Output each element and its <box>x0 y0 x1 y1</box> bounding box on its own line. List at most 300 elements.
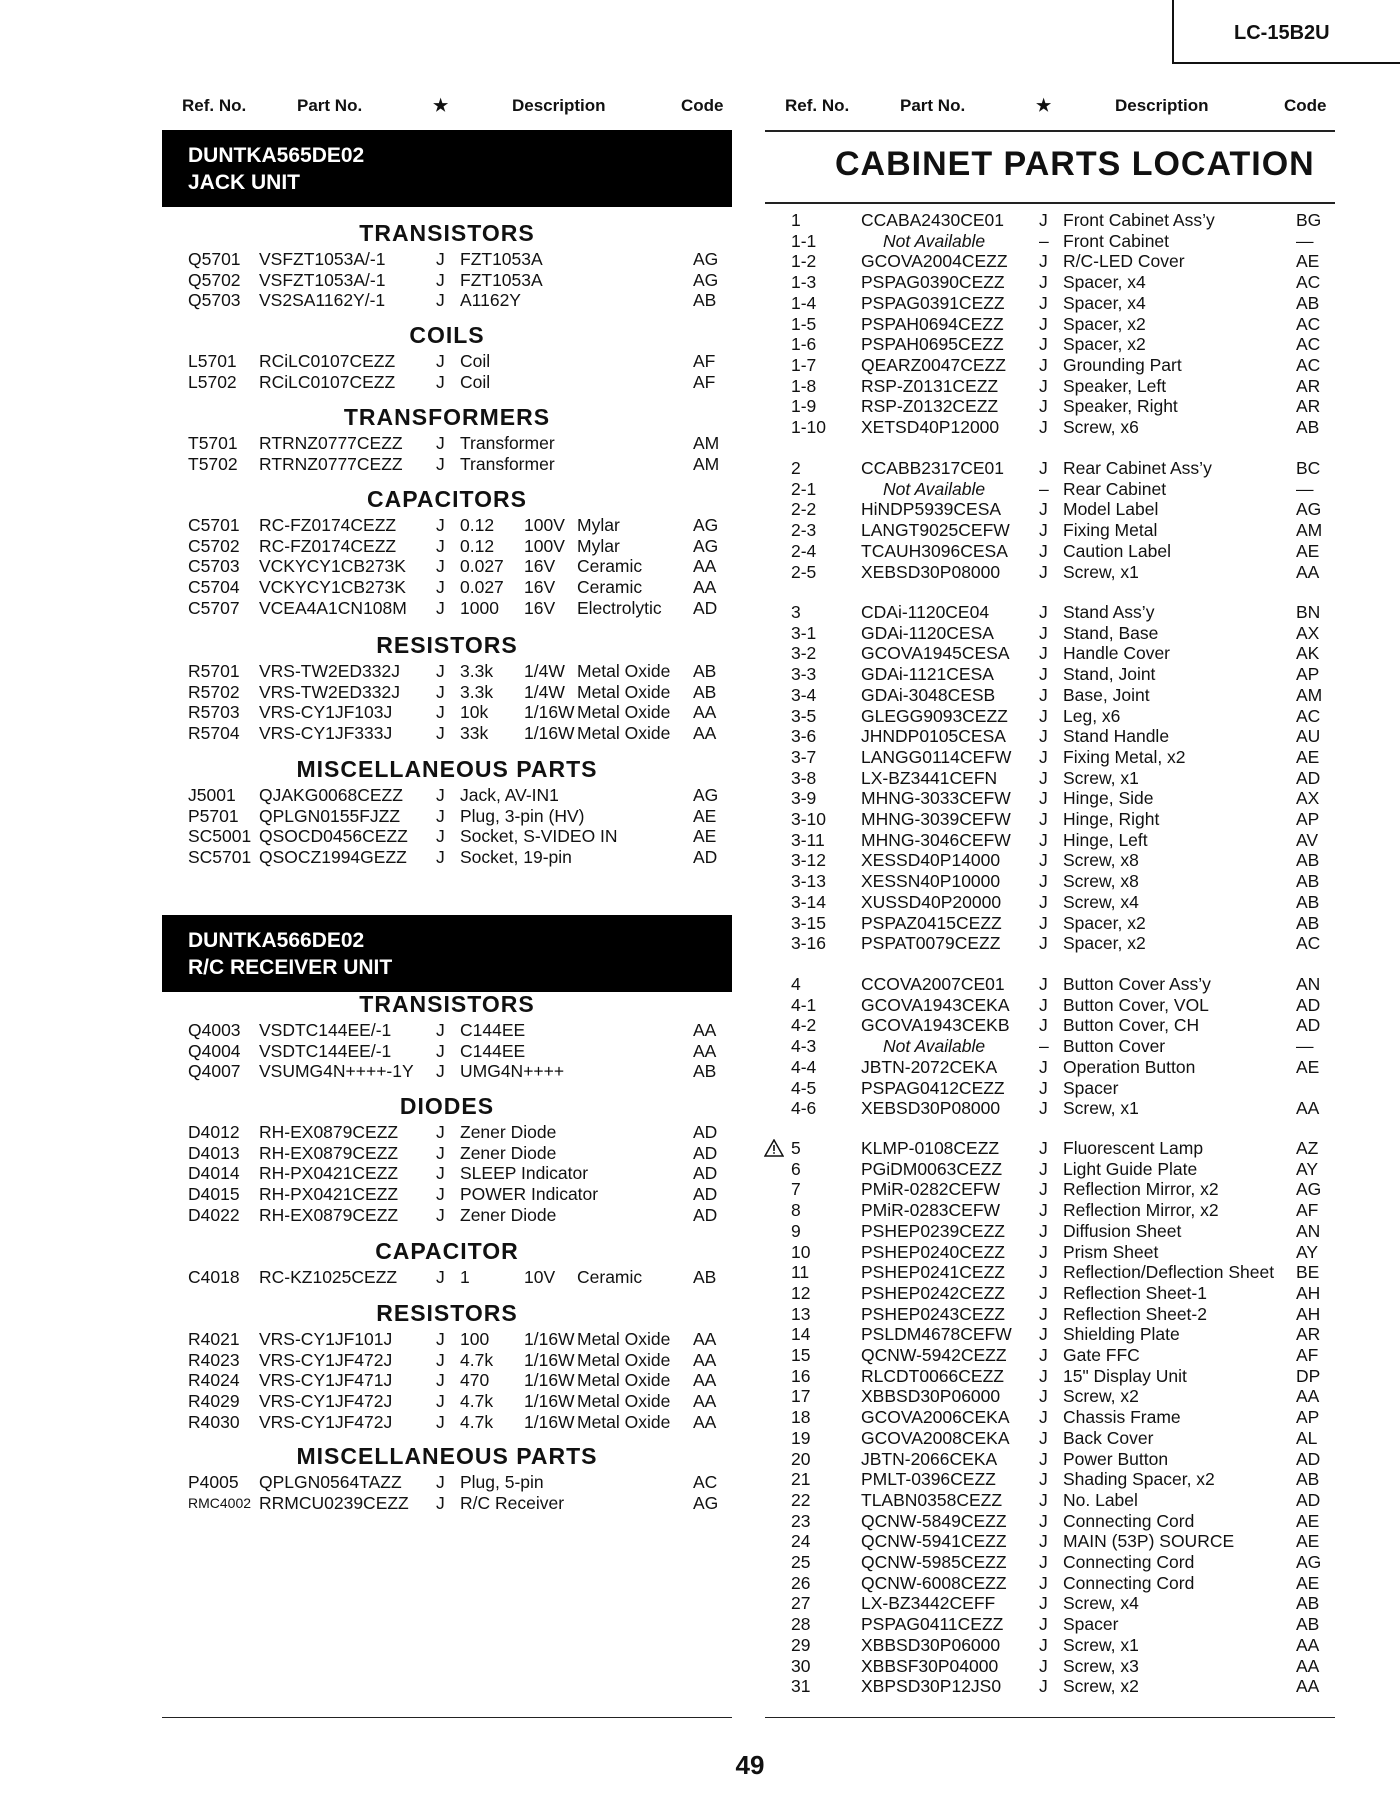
cell-j-mark: J <box>1039 1572 1048 1593</box>
cell-code: AG <box>693 785 719 805</box>
cell-ref: 2-2 <box>791 499 817 520</box>
cell-desc: Button Cover <box>1063 1036 1166 1057</box>
cell-desc: Spacer, x2 <box>1063 933 1146 954</box>
cell-ref: Q4003 <box>188 1020 241 1040</box>
cell-ref: 1-5 <box>791 313 817 334</box>
cell-part: PSHEP0243CEZZ <box>861 1303 1005 1324</box>
page-number: 49 <box>735 1750 765 1780</box>
cell-ref: 3-13 <box>791 871 827 892</box>
cell-j-mark: J <box>436 1142 445 1163</box>
cell-part: CCABB2317CE01 <box>861 458 1004 478</box>
cell-part: VSFZT1053A/-1 <box>259 249 386 269</box>
cell-desc: 3.3k <box>460 661 494 681</box>
cell-ref: 15 <box>791 1345 811 1365</box>
cell-j-mark: J <box>1039 354 1048 375</box>
cell-ref: 3-12 <box>791 850 827 871</box>
cell-part: GCOVA1945CESA <box>861 643 1010 664</box>
cell-desc: 10k <box>460 702 489 723</box>
cell-part: PSPAZ0415CEZZ <box>861 912 1002 933</box>
cell-ref: 4-3 <box>791 1036 817 1057</box>
cell-desc: Leg, x6 <box>1063 705 1121 726</box>
cell-ref: 23 <box>791 1510 811 1531</box>
cell-ref: 24 <box>791 1531 811 1552</box>
cell-part: LANGG0114CEFW <box>861 746 1012 767</box>
cell-ref: 1 <box>791 210 801 230</box>
cabinet-row <box>0 1159 1400 1180</box>
cell-j-mark: J <box>436 805 445 826</box>
cell-value: 1/16W <box>524 1329 575 1349</box>
cabinet-row <box>0 706 1400 727</box>
cell-part: XBBSD30P06000 <box>861 1386 1001 1407</box>
cell-desc: Grounding Part <box>1063 354 1182 375</box>
cell-part: PSHEP0241CEZZ <box>861 1262 1005 1283</box>
cell-code: AC <box>1296 354 1321 375</box>
cell-desc: Rear Cabinet <box>1063 478 1167 499</box>
unit1-name: JACK UNIT <box>188 171 301 194</box>
unit1-code: DUNTKA565DE02 <box>188 144 365 167</box>
cabinet-row <box>0 1573 1400 1594</box>
cabinet-row <box>0 809 1400 830</box>
cell-code: AZ <box>1296 1138 1319 1158</box>
cell-j-mark: J <box>1039 1614 1048 1635</box>
cell-part: MHNG-3039CEFW <box>861 809 1011 829</box>
cabinet-row <box>0 685 1400 706</box>
cell-ref: 3-14 <box>791 891 827 912</box>
cell-j-mark: J <box>1039 417 1048 437</box>
cell-ref: 11 <box>791 1262 810 1283</box>
cell-code: AV <box>1296 829 1319 850</box>
cell-part: GDAi-1120CESA <box>861 622 994 643</box>
cell-j-mark: J <box>436 1472 445 1492</box>
cell-ref: 1-2 <box>791 251 817 272</box>
cell-code: BC <box>1296 458 1321 478</box>
cell-part: GLEGG9093CEZZ <box>861 705 1008 726</box>
cabinet-row <box>0 1656 1400 1677</box>
cell-j-mark: J <box>1039 891 1048 912</box>
cell-desc: No. Label <box>1063 1489 1138 1510</box>
cell-ref: 1-7 <box>791 354 817 375</box>
cell-desc: Connecting Cord <box>1063 1552 1195 1572</box>
cell-part: VCKYCY1CB273K <box>259 556 406 577</box>
cell-code: AB <box>1296 417 1320 437</box>
cell-desc: Power Button <box>1063 1448 1169 1469</box>
cell-part: QSOCZ1994GEZZ <box>259 847 407 868</box>
cell-desc: 4.7k <box>460 1349 494 1370</box>
cell-ref: 19 <box>791 1427 811 1448</box>
cabinet-row <box>0 1428 1400 1449</box>
cell-part: PSPAH0694CEZZ <box>861 313 1004 334</box>
cell-part: VSDTC144EE/-1 <box>259 1020 392 1040</box>
cell-desc: Spacer <box>1063 1077 1119 1098</box>
cell-code: AC <box>1296 272 1321 293</box>
cabinet-row <box>0 1676 1400 1697</box>
cell-desc: Spacer, x4 <box>1063 272 1146 293</box>
cell-part: JBTN-2072CEKA <box>861 1056 998 1077</box>
cabinet-row <box>0 499 1400 520</box>
cell-code: AA <box>693 1040 717 1061</box>
cell-j-mark: J <box>436 1267 445 1287</box>
cell-code: AD <box>1296 1015 1321 1036</box>
cell-desc: Reflection Mirror, x2 <box>1063 1179 1219 1200</box>
cell-ref: 4-6 <box>791 1098 817 1119</box>
cell-code: AB <box>1296 871 1320 892</box>
cell-j-mark: J <box>1039 1098 1048 1119</box>
cell-ref: 13 <box>791 1303 811 1324</box>
cell-j-mark: J <box>436 1492 445 1513</box>
cabinet-row <box>0 1283 1400 1304</box>
cell-part: PSHEP0242CEZZ <box>861 1282 1005 1303</box>
cell-part: QJAKG0068CEZZ <box>259 785 403 805</box>
cell-desc: Hinge, Left <box>1063 829 1148 850</box>
cell-code: AA <box>693 1391 717 1412</box>
cell-ref: 3-5 <box>791 705 817 726</box>
cell-j-mark: J <box>436 269 445 290</box>
cell-part: TLABN0358CEZZ <box>861 1489 1003 1510</box>
cell-part: PSPAG0390CEZZ <box>861 272 1005 293</box>
cell-ref: C5701 <box>188 515 240 535</box>
cabinet-row <box>0 293 1400 314</box>
cell-j-mark: J <box>436 249 445 269</box>
cell-j-mark: J <box>1039 1324 1048 1345</box>
cell-j-mark: J <box>436 453 445 474</box>
cell-ref: 4-1 <box>791 994 817 1015</box>
cell-code: AM <box>693 453 720 474</box>
cell-j-mark: J <box>1039 1531 1048 1552</box>
cabinet-row <box>0 231 1400 252</box>
cell-j-mark: J <box>1039 788 1048 809</box>
cell-desc: Jack, AV-IN1 <box>460 785 559 805</box>
cell-part: XETSD40P12000 <box>861 417 1000 437</box>
cell-desc: 3.3k <box>460 681 494 702</box>
header-desc: Description <box>512 96 606 115</box>
cell-desc: Screw, x3 <box>1063 1655 1139 1676</box>
cell-code: — <box>1296 1036 1314 1057</box>
cell-part: GDAi-1121CESA <box>861 664 994 685</box>
cell-desc: Plug, 5-pin <box>460 1472 544 1492</box>
cell-value: 100V <box>524 515 565 535</box>
cell-j-mark: J <box>1039 974 1048 994</box>
cell-ref: 1-1 <box>791 230 817 251</box>
cell-code: AM <box>1296 684 1323 705</box>
cell-ref: SC5001 <box>188 826 252 847</box>
cell-ref: Q4007 <box>188 1061 241 1082</box>
cell-desc: Shading Spacer, x2 <box>1063 1469 1215 1490</box>
cell-j-mark: J <box>1039 1427 1048 1448</box>
cell-type: Ceramic <box>577 556 643 577</box>
cell-desc: C144EE <box>460 1020 526 1040</box>
cell-ref: 12 <box>791 1282 811 1303</box>
cell-desc: Transformer <box>460 453 555 474</box>
cell-part: QPLGN0155FJZZ <box>259 805 401 826</box>
cell-type: Ceramic <box>577 577 643 598</box>
cell-code: AD <box>693 597 718 618</box>
cell-code: AE <box>1296 251 1320 272</box>
cell-desc: Spacer, x2 <box>1063 313 1146 334</box>
cell-code: AB <box>1296 850 1320 871</box>
cell-part: JHNDP0105CESA <box>861 726 1006 747</box>
cell-code: AB <box>693 290 717 311</box>
cell-part: VCKYCY1CB273K <box>259 577 406 598</box>
cabinet-row <box>0 1552 1400 1573</box>
cell-j-mark: J <box>1039 292 1048 313</box>
cell-ref: 3-11 <box>791 829 825 850</box>
cabinet-row <box>0 314 1400 335</box>
cell-desc: Reflection Sheet-1 <box>1063 1282 1207 1303</box>
cell-ref: 14 <box>791 1324 811 1345</box>
cell-type: Metal Oxide <box>577 723 671 744</box>
cell-desc: C144EE <box>460 1040 526 1061</box>
cell-code: AA <box>693 1370 717 1391</box>
cabinet-row <box>0 1407 1400 1428</box>
header-ref: Ref. No. <box>182 96 247 115</box>
cell-code: AF <box>693 371 716 392</box>
cell-part: TCAUH3096CESA <box>861 540 1008 561</box>
cell-code: AP <box>1296 809 1320 829</box>
cell-code: AB <box>1296 1614 1320 1635</box>
cell-j-mark: J <box>436 1411 445 1432</box>
cell-code: AE <box>693 826 717 847</box>
section-title: COILS <box>409 322 485 348</box>
cell-j-mark: J <box>436 433 445 453</box>
cell-part: RTRNZ0777CEZZ <box>259 453 403 474</box>
cabinet-row <box>0 623 1400 644</box>
cell-desc: Screw, x1 <box>1063 561 1139 582</box>
cabinet-row <box>0 355 1400 376</box>
cell-desc: Chassis Frame <box>1063 1407 1181 1428</box>
section-title: RESISTORS <box>376 632 518 658</box>
cell-ref: 29 <box>791 1634 811 1655</box>
cell-part: RRMCU0239CEZZ <box>259 1492 409 1513</box>
cell-j-mark: J <box>1039 1220 1048 1241</box>
cell-desc: Spacer, x2 <box>1063 334 1146 355</box>
cell-j-mark: J <box>1039 1303 1048 1324</box>
cabinet-row <box>0 269 1400 293</box>
cell-type: Metal Oxide <box>577 702 671 723</box>
cell-j-mark: J <box>1039 726 1048 747</box>
cell-value: 1/16W <box>524 1411 575 1432</box>
cabinet-top-rule <box>765 130 1335 132</box>
section-title: DIODES <box>399 1093 495 1119</box>
cell-desc: Hinge, Right <box>1063 809 1160 829</box>
cell-desc: Front Cabinet <box>1063 230 1170 251</box>
cell-value: 100V <box>524 535 565 556</box>
cell-ref: 22 <box>791 1489 811 1510</box>
cell-desc: Prism Sheet <box>1063 1241 1159 1262</box>
cabinet-row <box>0 871 1400 892</box>
cell-j-mark: J <box>1039 499 1048 520</box>
cell-ref: 16 <box>791 1365 811 1386</box>
cell-ref: 1-6 <box>791 334 817 355</box>
cabinet-row <box>0 1531 1400 1552</box>
header-code: Code <box>1284 96 1327 115</box>
cell-part: MHNG-3033CEFW <box>861 788 1011 809</box>
cell-part: GCOVA1943CEKA <box>861 994 1010 1015</box>
cell-desc: Stand, Base <box>1063 622 1159 643</box>
cell-desc: Shielding Plate <box>1063 1324 1180 1345</box>
cell-part: XEBSD30P08000 <box>861 561 1001 582</box>
cell-part: XUSSD40P20000 <box>861 891 1002 912</box>
cell-j-mark: J <box>1039 622 1048 643</box>
cell-j-mark: J <box>1039 1407 1048 1428</box>
cabinet-row <box>0 830 1400 851</box>
cell-desc: Caution Label <box>1063 540 1171 561</box>
cabinet-row <box>0 788 1400 809</box>
cell-code: AE <box>1296 746 1320 767</box>
cell-j-mark: J <box>1039 664 1048 685</box>
cell-code: AA <box>1296 1655 1320 1676</box>
cell-part: KLMP-0108CEZZ <box>861 1138 1000 1158</box>
cell-desc: 470 <box>460 1370 490 1391</box>
cell-code: AA <box>693 702 717 723</box>
cell-part: PSPAT0079CEZZ <box>861 933 1001 954</box>
cell-j-mark: J <box>1039 1262 1048 1283</box>
cell-code: AA <box>693 1349 717 1370</box>
cell-desc: 0.12 <box>460 535 495 556</box>
cell-code: AE <box>1296 1572 1320 1593</box>
cell-code: AA <box>693 1020 717 1040</box>
cell-desc: Screw, x8 <box>1063 871 1139 892</box>
cabinet-row <box>0 1593 1400 1614</box>
cell-desc: 0.12 <box>460 515 495 535</box>
cell-j-mark: J <box>436 1122 445 1142</box>
cell-ref: 26 <box>791 1572 811 1593</box>
cell-part: PMiR-0283CEFW <box>861 1200 1001 1221</box>
cell-j-mark: J <box>1039 933 1048 954</box>
cell-desc: Front Cabinet Ass’y <box>1063 210 1215 230</box>
cell-code: AF <box>1296 1200 1319 1221</box>
cell-j-mark: J <box>436 577 445 598</box>
section-title: CAPACITOR <box>375 1238 519 1264</box>
cell-desc: Diffusion Sheet <box>1063 1220 1182 1241</box>
cabinet-row <box>0 376 1400 397</box>
cell-ref: R4023 <box>188 1349 240 1370</box>
cell-desc: Spacer, x2 <box>1063 912 1146 933</box>
cell-j-mark: J <box>436 847 445 868</box>
cell-part: RC-FZ0174CEZZ <box>259 515 397 535</box>
cell-desc: Button Cover Ass’y <box>1063 974 1211 994</box>
cell-part: XBBSD30P06000 <box>861 1634 1001 1655</box>
cell-desc: Spacer <box>1063 1614 1119 1635</box>
section-title: MISCELLANEOUS PARTS <box>296 1443 598 1469</box>
section-title: RESISTORS <box>376 1300 518 1326</box>
cell-ref: 3-2 <box>791 643 817 664</box>
cell-desc: Handle Cover <box>1063 643 1170 664</box>
cabinet-row <box>0 417 1400 438</box>
cell-type: Electrolytic <box>577 597 662 618</box>
cell-desc: Screw, x1 <box>1063 1634 1139 1655</box>
cell-code: AN <box>1296 974 1321 994</box>
cell-value: 1/16W <box>524 723 575 744</box>
section-title: TRANSFORMERS <box>343 404 551 430</box>
cell-j-mark: J <box>1039 767 1048 788</box>
cell-code: AG <box>1296 1552 1322 1572</box>
cell-part: RTRNZ0777CEZZ <box>259 433 403 453</box>
cell-code: AF <box>1296 1345 1319 1365</box>
cell-j-mark: J <box>436 515 445 535</box>
cell-desc: Stand, Joint <box>1063 664 1156 685</box>
cell-j-mark: J <box>436 1040 445 1061</box>
cell-desc: UMG4N++++ <box>460 1061 565 1082</box>
cell-ref: 27 <box>791 1593 811 1614</box>
cell-j-mark: J <box>1039 1365 1048 1386</box>
cell-j-mark: J <box>436 597 445 618</box>
cell-desc: Operation Button <box>1063 1056 1196 1077</box>
cell-ref: 4-2 <box>791 1015 817 1036</box>
cell-ref: 3-16 <box>791 933 827 954</box>
section-title: MISCELLANEOUS PARTS <box>296 756 598 782</box>
cabinet-row <box>0 933 1400 954</box>
cell-code: AD <box>693 1163 718 1184</box>
cell-j-mark: J <box>1039 520 1048 541</box>
cabinet-row <box>0 210 1400 231</box>
cell-ref: 8 <box>791 1200 801 1221</box>
cell-value: 1/16W <box>524 702 575 723</box>
cell-ref: C5707 <box>188 597 240 618</box>
cell-part: PSPAG0411CEZZ <box>861 1614 1004 1635</box>
cell-j-mark: J <box>1039 1676 1048 1697</box>
cell-code: AA <box>693 577 717 598</box>
cabinet-row <box>0 562 1400 583</box>
cell-code: AA <box>693 556 717 577</box>
cell-j-mark: J <box>1039 1655 1048 1676</box>
cell-ref: T5701 <box>188 433 238 453</box>
cell-desc: Zener Diode <box>460 1204 557 1225</box>
cell-part: RCiLC0107CEZZ <box>259 371 396 392</box>
cell-desc: Screw, x4 <box>1063 891 1139 912</box>
cell-desc: Fluorescent Lamp <box>1063 1138 1204 1158</box>
cabinet-row <box>0 1469 1400 1490</box>
cell-desc: Screw, x8 <box>1063 850 1139 871</box>
cell-part: PMLT-0396CEZZ <box>861 1469 996 1490</box>
cell-desc: Screw, x4 <box>1063 1593 1139 1614</box>
cell-part: VRS-CY1JF103J <box>259 702 393 723</box>
cell-part: QEARZ0047CEZZ <box>861 354 1006 375</box>
cabinet-row <box>0 1200 1400 1221</box>
cell-part: GCOVA1943CEKB <box>861 1015 1010 1036</box>
cell-ref: 3-6 <box>791 726 817 747</box>
cell-part: VSUMG4N++++-1Y <box>259 1061 414 1082</box>
cell-code: AE <box>1296 1056 1320 1077</box>
cell-desc: Hinge, Side <box>1063 788 1154 809</box>
cell-type: Metal Oxide <box>577 1391 671 1412</box>
cell-ref: 9 <box>791 1220 801 1241</box>
cell-j-mark: J <box>436 723 445 744</box>
cell-ref: 1-3 <box>791 272 817 293</box>
cell-desc: Back Cover <box>1063 1427 1154 1448</box>
cell-code: AU <box>1296 726 1321 747</box>
cell-part: PSPAG0391CEZZ <box>861 292 1005 313</box>
cell-j-mark: J <box>1039 994 1048 1015</box>
left-bottom-rule <box>162 1717 732 1718</box>
cabinet-row <box>0 541 1400 562</box>
model-number: LC-15B2U <box>1234 22 1330 44</box>
cell-j-mark: J <box>1039 1015 1048 1036</box>
cabinet-row <box>0 1345 1400 1366</box>
cell-code: AX <box>1296 622 1320 643</box>
cell-j-mark: J <box>1039 1448 1048 1469</box>
cell-code: AR <box>1296 1324 1321 1345</box>
cabinet-row <box>0 1242 1400 1263</box>
cell-ref: D4012 <box>188 1122 240 1142</box>
cell-desc: R/C-LED Cover <box>1063 251 1185 272</box>
cell-ref: R5704 <box>188 723 240 744</box>
cell-j-mark: J <box>1039 1158 1048 1179</box>
cell-ref: R4029 <box>188 1391 240 1412</box>
cell-code: AA <box>1296 1676 1320 1697</box>
cell-code: AP <box>1296 664 1320 685</box>
cell-j-mark: J <box>1039 871 1048 892</box>
cell-desc: Reflection/Deflection Sheet <box>1063 1262 1275 1283</box>
